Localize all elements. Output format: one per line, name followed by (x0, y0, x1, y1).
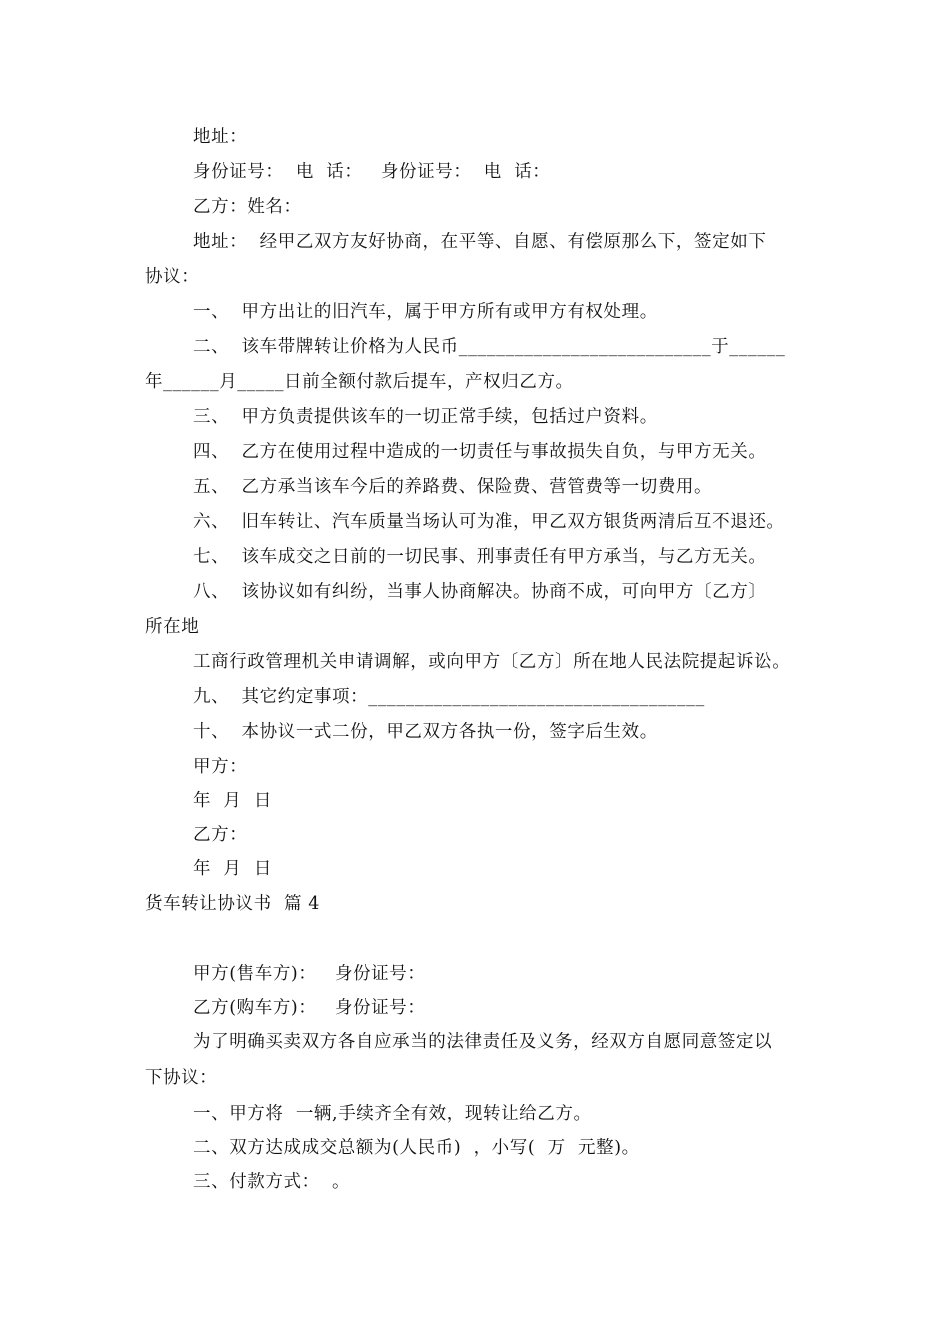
party-b-signature: 乙方： (193, 825, 248, 845)
clause-2: 二、 该车带牌转让价格为人民币___________________________于______ (193, 337, 786, 357)
clause-2-continuation: 年______月_____日前全额付款后提车，产权归乙方。 (145, 372, 574, 392)
article-1: 一、甲方将 一辆,手续齐全有效，现转让给乙方。 (193, 1104, 592, 1124)
purpose-paragraph-continuation: 下协议： (145, 1068, 218, 1088)
buyer-line: 乙方(购车方)： 身份证号： (193, 998, 426, 1018)
seller-line: 甲方(售车方)： 身份证号： (193, 964, 426, 984)
clause-6: 六、 旧车转让、汽车质量当场认可为准，甲乙双方银货两清后互不退还。 (193, 512, 785, 532)
clause-8-continuation-2: 工商行政管理机关申请调解，或向甲方〔乙方〕所在地人民法院提起诉讼。 (193, 652, 791, 672)
party-b-date: 年 月 日 (193, 859, 272, 879)
section-heading: 货车转让协议书 篇 4 (145, 894, 321, 914)
intro-paragraph-continuation: 协议： (145, 267, 200, 287)
party-a-signature: 甲方： (193, 757, 248, 777)
party-b-name-line: 乙方：姓名： (193, 197, 302, 217)
clause-9: 九、 其它约定事项：____________________________________ (193, 687, 705, 707)
clause-7: 七、 该车成交之日前的一切民事、刑事责任有甲方承当，与乙方无关。 (193, 547, 767, 567)
id-phone-line: 身份证号： 电 话： 身份证号： 电 话： (193, 162, 551, 182)
clause-10: 十、 本协议一式二份，甲乙双方各执一份，签字后生效。 (193, 722, 658, 742)
party-a-date: 年 月 日 (193, 791, 272, 811)
purpose-paragraph-line: 为了明确买卖双方各自应承当的法律责任及义务，经双方自愿同意签定以 (193, 1032, 773, 1052)
clause-8: 八、 该协议如有纠纷，当事人协商解决。协商不成，可向甲方〔乙方〕 (193, 582, 767, 602)
article-3: 三、付款方式： 。 (193, 1172, 351, 1192)
intro-paragraph-line: 地址： 经甲乙双方友好协商，在平等、自愿、有偿原那么下，签定如下 (193, 232, 767, 252)
clause-3: 三、 甲方负责提供该车的一切正常手续，包括过户资料。 (193, 407, 658, 427)
clause-4: 四、 乙方在使用过程中造成的一切责任与事故损失自负，与甲方无关。 (193, 442, 767, 462)
clause-8-continuation: 所在地 (145, 617, 200, 637)
address-line: 地址： (193, 127, 248, 147)
clause-1: 一、 甲方出让的旧汽车，属于甲方所有或甲方有权处理。 (193, 302, 658, 322)
article-2: 二、双方达成成交总额为(人民币) ，小写( 万 元整)。 (193, 1138, 640, 1158)
clause-5: 五、 乙方承当该车今后的养路费、保险费、营管费等一切费用。 (193, 477, 713, 497)
